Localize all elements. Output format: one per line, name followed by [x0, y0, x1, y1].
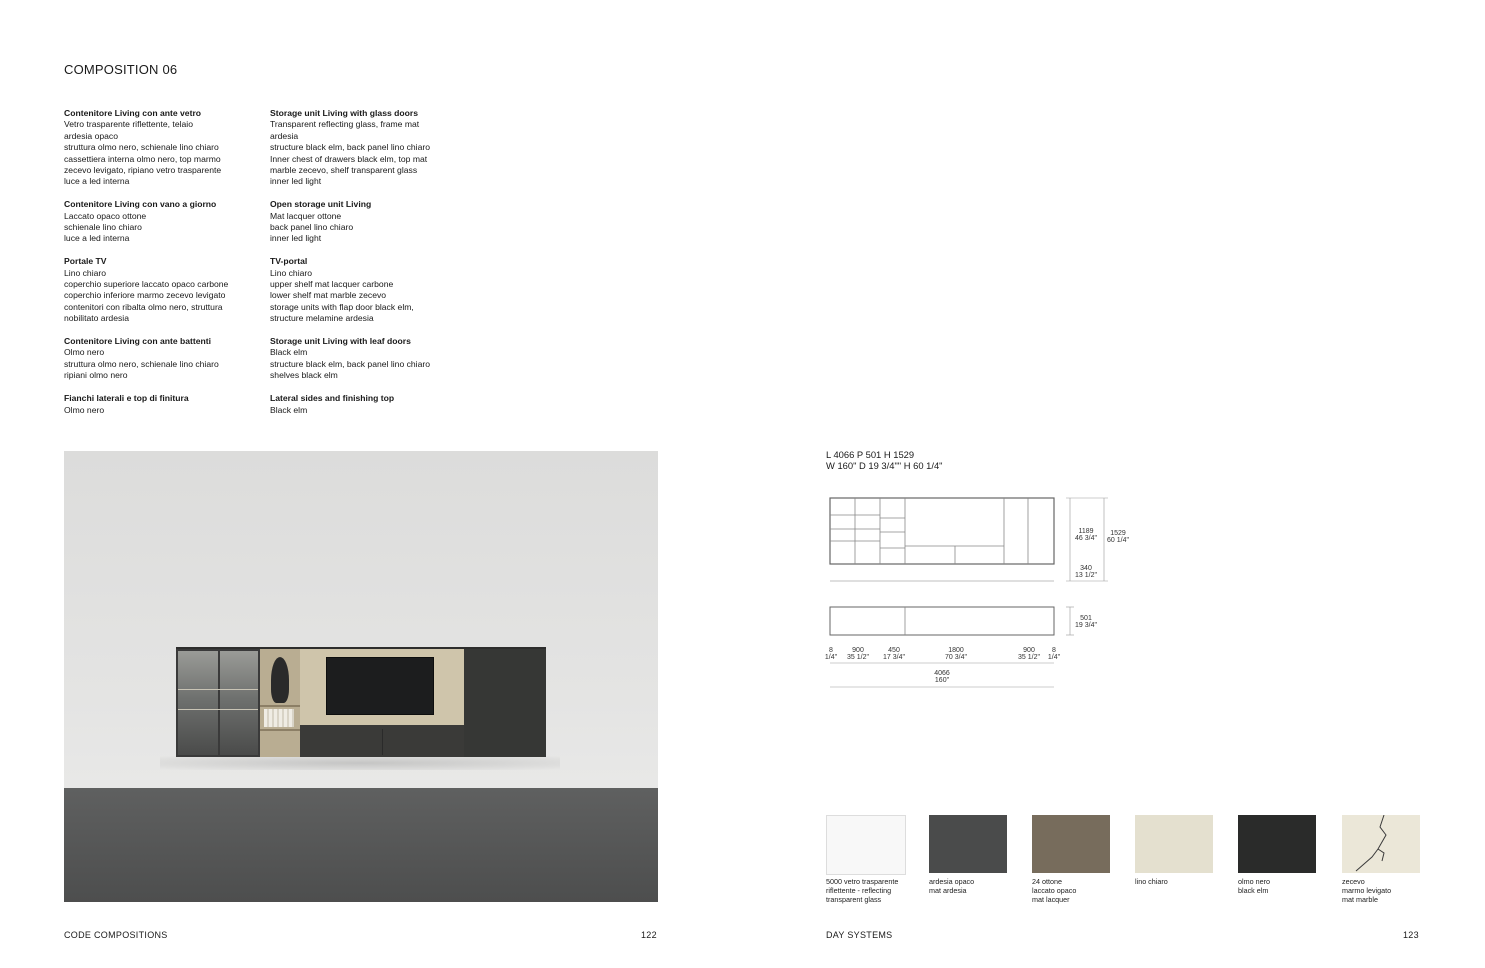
- dimension-summary: [826, 449, 943, 472]
- spec-heading: Portale TV: [64, 256, 107, 267]
- spec-line: schienale lino chiaro: [64, 222, 142, 233]
- product-photo: [64, 451, 658, 902]
- width-segment-mm: 1800: [948, 647, 964, 654]
- spec-heading: Open storage unit Living: [270, 199, 372, 210]
- width-segment-mm: 8: [1052, 647, 1056, 654]
- footer-right-page-number: 123: [1403, 930, 1419, 940]
- swatch-label-line: lino chiaro: [1135, 877, 1168, 886]
- spec-line: Transparent reflecting glass, frame mat: [270, 119, 420, 130]
- front-elevation: [830, 498, 1054, 581]
- width-segment-mm: 900: [1023, 647, 1035, 654]
- spec-heading: Lateral sides and finishing top: [270, 393, 395, 404]
- spec-line: luce a led interna: [64, 176, 130, 187]
- width-segment-mm: 900: [852, 647, 864, 654]
- floor: [64, 788, 658, 902]
- width-segment-in: 17 3/4": [883, 654, 905, 661]
- spec-item: [270, 256, 460, 324]
- total-width-mm: 4066: [934, 670, 950, 677]
- finish-swatch-label: [1342, 877, 1432, 904]
- spec-item: [270, 108, 460, 188]
- spec-item: [64, 256, 254, 324]
- spec-line: cassettiera interna olmo nero, top marmo: [64, 153, 221, 164]
- width-segment-in: 35 1/2": [1018, 654, 1040, 661]
- glass-door-unit: [176, 649, 260, 757]
- height-total-in: 60 1/4": [1107, 537, 1129, 544]
- spec-line: luce a led interna: [64, 233, 130, 244]
- swatch-label-line: 5000 vetro trasparente: [826, 877, 899, 886]
- spec-line: nobilitato ardesia: [64, 313, 129, 324]
- dimensions-imperial: W 160" D 19 3/4"" H 60 1/4": [826, 460, 943, 472]
- height-lower-in: 13 1/2": [1075, 572, 1097, 579]
- swatch-label-line: black elm: [1238, 886, 1269, 895]
- width-segment-in: 35 1/2": [847, 654, 869, 661]
- finish-swatch-label: [1032, 877, 1122, 904]
- page-title: COMPOSITION 06: [64, 62, 178, 77]
- spec-line: back panel lino chiaro: [270, 222, 354, 233]
- spec-line: lower shelf mat marble zecevo: [270, 290, 387, 301]
- spec-item: [64, 336, 254, 382]
- swatch-label-line: mat ardesia: [929, 886, 967, 895]
- spec-line: inner led light: [270, 233, 322, 244]
- spec-line: Mat lacquer ottone: [270, 210, 342, 221]
- spec-line: shelves black elm: [270, 370, 338, 381]
- finish-swatch: [1238, 815, 1316, 873]
- spec-line: Inner chest of drawers black elm, top mat: [270, 153, 428, 164]
- total-width-in: 160": [934, 677, 950, 684]
- spec-line: structure black elm, back panel lino chiaro: [270, 142, 431, 153]
- swatch-label-line: zecevo: [1342, 877, 1365, 886]
- footer-left-page-number: 122: [641, 930, 657, 940]
- television: [326, 657, 434, 715]
- finish-swatch: [929, 815, 1007, 873]
- spec-line: Olmo nero: [64, 347, 105, 358]
- footer-left-section: CODE COMPOSITIONS: [64, 930, 168, 940]
- spec-line: struttura olmo nero, schienale lino chiaro: [64, 142, 219, 153]
- spec-line: ardesia opaco: [64, 130, 118, 141]
- tv-portal: [300, 649, 464, 725]
- spec-line: ardesia: [270, 130, 299, 141]
- spec-line: ripiani olmo nero: [64, 370, 128, 381]
- swatch-label-line: transparent glass: [826, 895, 882, 904]
- spec-line: structure black elm, back panel lino chiaro: [270, 358, 431, 369]
- spec-heading: Fianchi laterali e top di finitura: [64, 393, 189, 404]
- finish-swatch: [1135, 815, 1213, 873]
- spec-line: contenitori con ribalta olmo nero, struttura: [64, 301, 223, 312]
- spec-heading: Contenitore Living con ante vetro: [64, 108, 202, 118]
- tv-lower-storage: [300, 725, 464, 757]
- technical-drawing: [800, 485, 1160, 695]
- spec-line: struttura olmo nero, schienale lino chiaro: [64, 358, 219, 369]
- spec-line: coperchio inferiore marmo zecevo levigato: [64, 290, 226, 301]
- swatch-label-line: mat lacquer: [1032, 895, 1070, 904]
- spec-heading: Storage unit Living with glass doors: [270, 108, 419, 118]
- finish-swatch-label: [929, 877, 1019, 895]
- height-total-mm: 1529: [1110, 530, 1126, 537]
- finish-swatch: [826, 815, 906, 875]
- unit-shadow: [160, 756, 560, 770]
- finish-swatch-label: [826, 877, 916, 904]
- spec-line: marble zecevo, shelf transparent glass: [270, 165, 418, 176]
- swatch-label-line: ardesia opaco: [929, 877, 975, 886]
- height-lower-mm: 340: [1080, 565, 1092, 572]
- spec-line: structure melamine ardesia: [270, 313, 374, 324]
- footer-right-section: DAY SYSTEMS: [826, 930, 893, 940]
- spec-item: [64, 108, 254, 188]
- height-upper-mm: 1189: [1078, 528, 1094, 535]
- vase: [271, 657, 289, 703]
- swatch-label-line: riflettente - reflecting: [826, 886, 892, 895]
- spec-line: Black elm: [270, 347, 308, 358]
- spec-heading: Contenitore Living con vano a giorno: [64, 199, 217, 210]
- swatch-label-line: marmo levigato: [1342, 886, 1392, 895]
- depth-in: 19 3/4": [1075, 622, 1097, 629]
- finish-swatch: [1032, 815, 1110, 873]
- spec-item: [270, 336, 460, 382]
- spec-line: inner led light: [270, 176, 322, 187]
- spec-line: Black elm: [270, 404, 308, 415]
- spec-item: [270, 199, 460, 245]
- width-segment-in: 1/4": [1047, 654, 1061, 661]
- spec-item: [64, 393, 254, 416]
- swatch-label-line: laccato opaco: [1032, 886, 1077, 895]
- finish-swatch-label: [1135, 877, 1225, 886]
- spec-item: [64, 199, 254, 245]
- spec-line: Olmo nero: [64, 404, 105, 415]
- swatch-label-line: 24 ottone: [1032, 877, 1062, 886]
- spec-item: [270, 393, 460, 416]
- spec-list-italian: [64, 108, 254, 427]
- spec-line: upper shelf mat lacquer carbone: [270, 279, 394, 290]
- books: [264, 709, 294, 727]
- plan-view: [830, 607, 1054, 635]
- depth-mm: 501: [1080, 615, 1092, 622]
- spec-heading: Storage unit Living with leaf doors: [270, 336, 411, 347]
- leaf-door-unit: [464, 649, 546, 757]
- swatch-label-line: mat marble: [1342, 895, 1378, 904]
- spec-line: Laccato opaco ottone: [64, 210, 147, 221]
- spec-line: Vetro trasparente riflettente, telaio: [64, 119, 193, 130]
- spec-heading: TV-portal: [270, 256, 308, 267]
- width-segment-in: 70 3/4": [945, 654, 967, 661]
- open-storage-unit: [260, 649, 300, 757]
- spec-heading: Contenitore Living con ante battenti: [64, 336, 212, 347]
- finish-swatch: [1342, 815, 1420, 873]
- spec-line: Lino chiaro: [64, 267, 107, 278]
- spec-line: coperchio superiore laccato opaco carbone: [64, 279, 229, 290]
- spec-list-english: [270, 108, 460, 427]
- width-segment-in: 1/4": [824, 654, 838, 661]
- swatch-label-line: olmo nero: [1238, 877, 1270, 886]
- spec-line: zecevo levigato, ripiano vetro trasparente: [64, 165, 222, 176]
- height-upper-in: 46 3/4": [1075, 535, 1097, 542]
- dimensions-metric: L 4066 P 501 H 1529: [826, 449, 915, 460]
- finish-swatch-label: [1238, 877, 1328, 895]
- spec-line: storage units with flap door black elm,: [270, 301, 414, 312]
- width-segment-mm: 450: [888, 647, 900, 654]
- width-segment-mm: 8: [829, 647, 833, 654]
- spec-line: Lino chiaro: [270, 267, 313, 278]
- marble-vein: [1342, 815, 1420, 873]
